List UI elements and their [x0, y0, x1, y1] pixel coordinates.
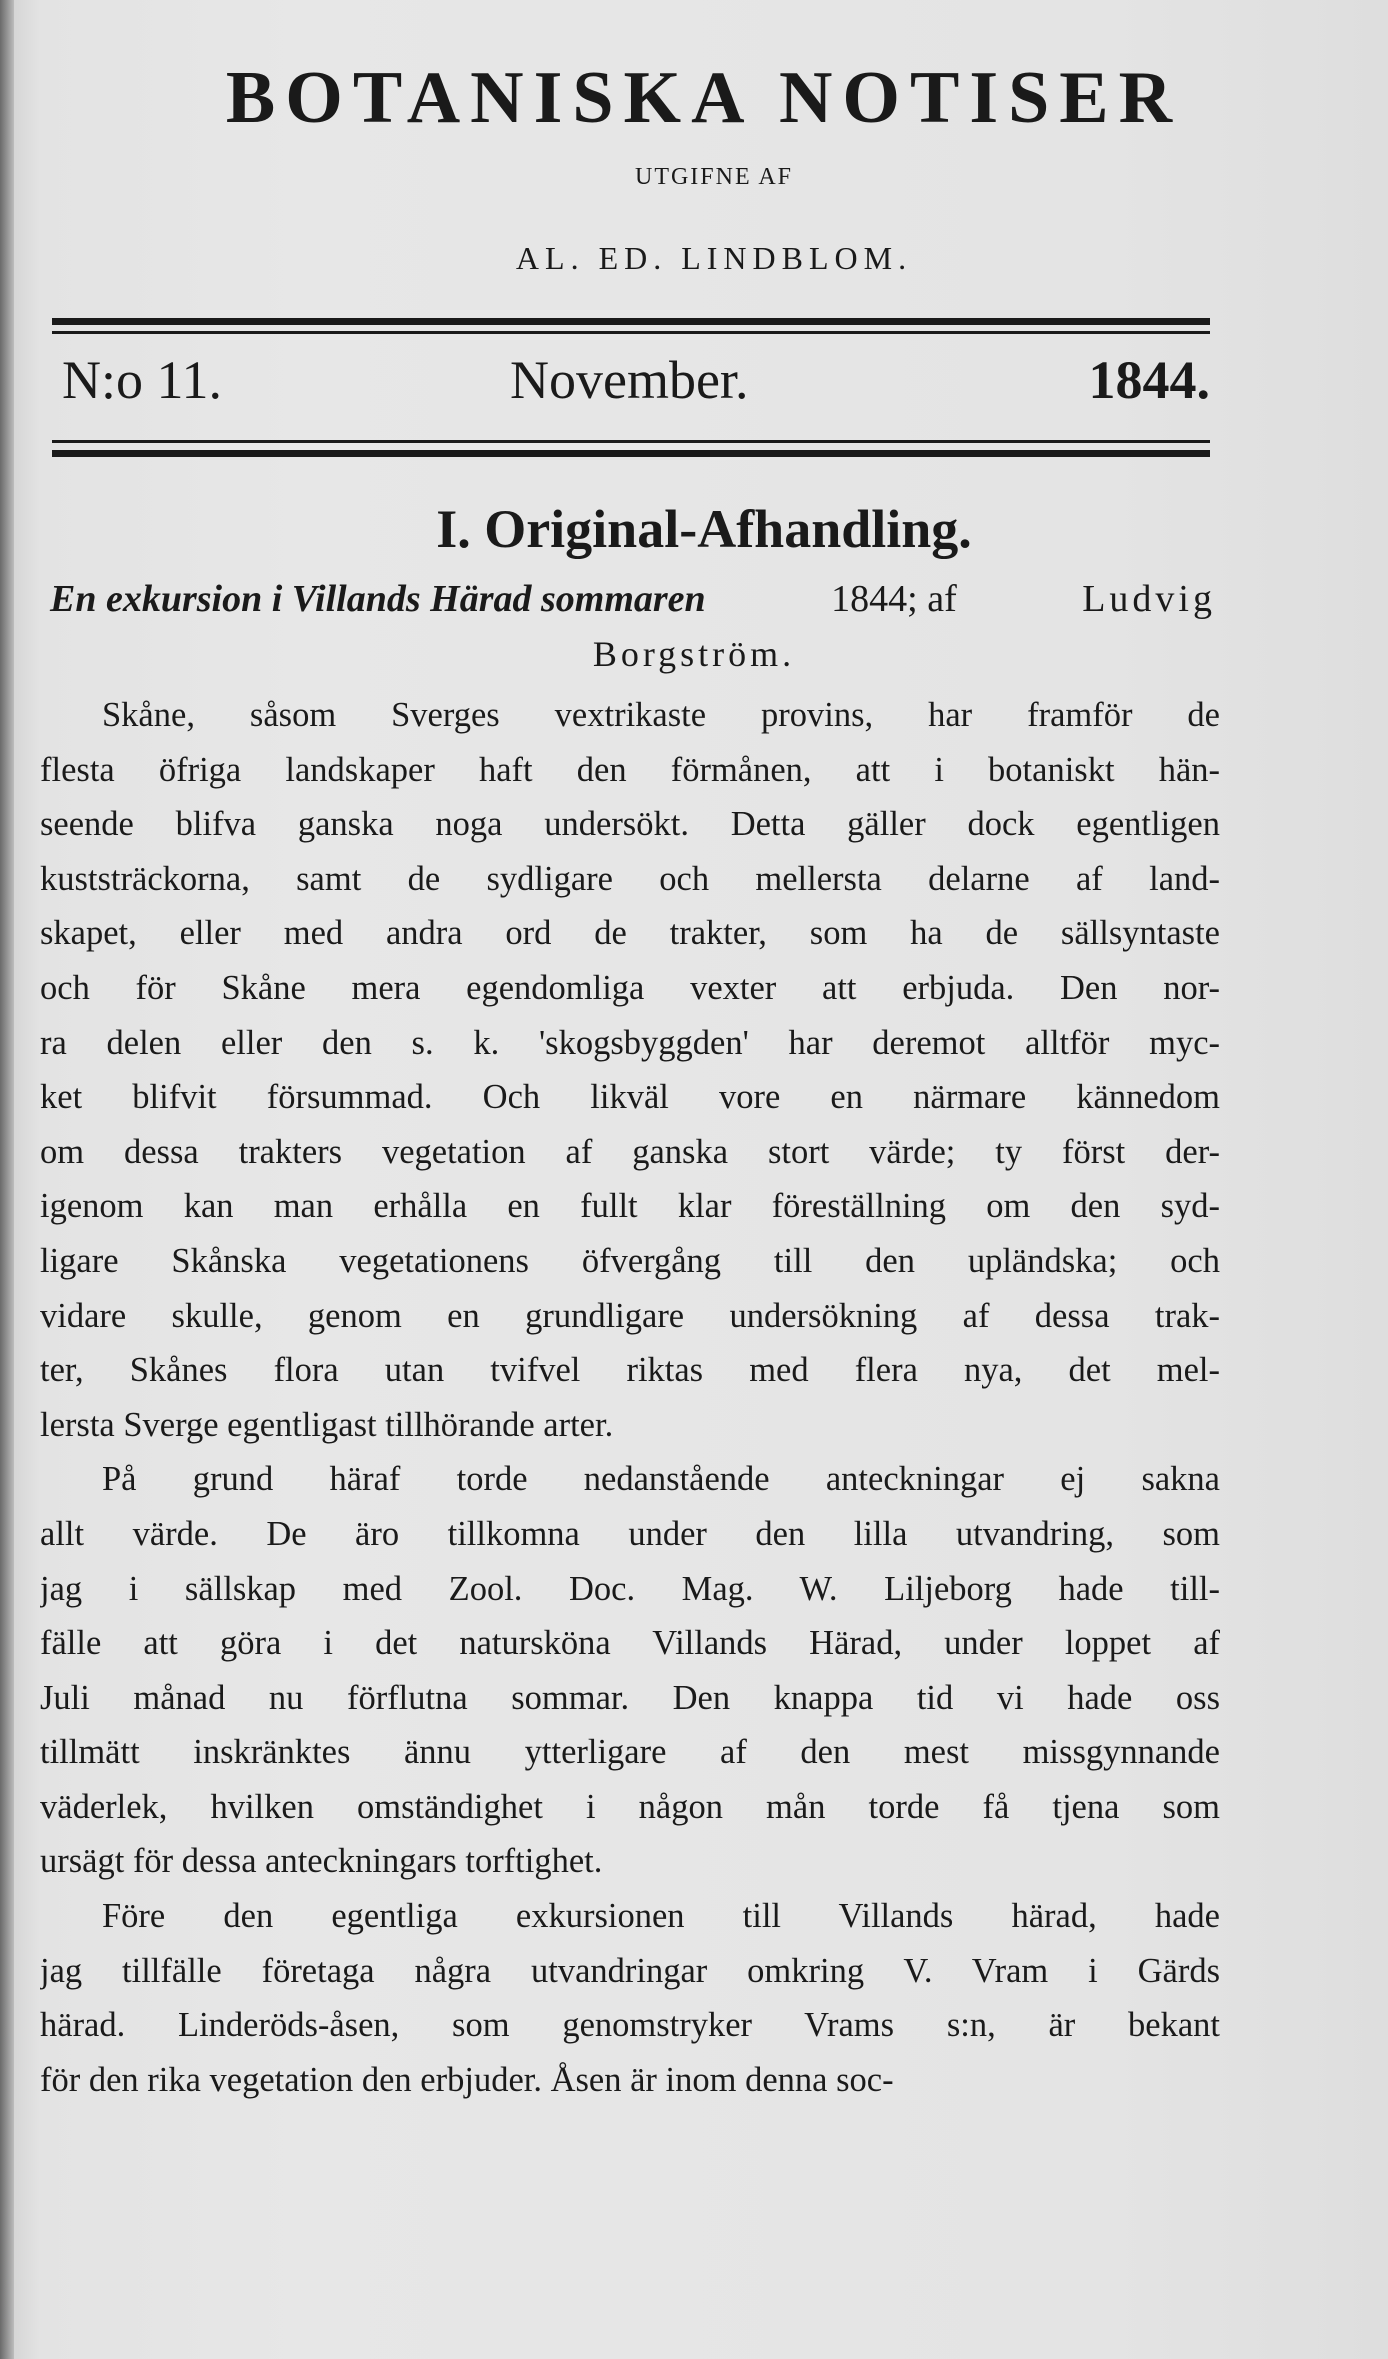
body-line: ter, Skånes flora utan tvifvel riktas med flera nya, det mel- [40, 1351, 1220, 1390]
body-line: väderlek, hvilken omständighet i någon mån torde få tjena som [40, 1787, 1220, 1826]
body-line: och för Skåne mera egendomliga vexter att erbjuda. Den nor- [40, 968, 1220, 1007]
body-line: flesta öfriga landskaper haft den förmånen, att i botaniskt hän- [40, 750, 1220, 789]
body-line: ra delen eller den s. k. 'skogsbyggden' har deremot alltför myc- [40, 1023, 1220, 1062]
body-line: kuststräckorna, samt de sydligare och mellersta delarne af land- [40, 859, 1220, 898]
body-line: ligare Skånska vegetationens öfvergång till den upländska; och [40, 1241, 1220, 1280]
body-line: jag i sällskap med Zool. Doc. Mag. W. Liljeborg hade till- [40, 1569, 1220, 1608]
issue-line [62, 350, 1210, 410]
body-line: igenom kan man erhålla en fullt klar föreställning om den syd- [40, 1187, 1220, 1226]
section-heading: I. Original-Afhandling. [436, 499, 972, 559]
body-line: På grund häraf torde nedanstående anteckningar ej sakna [102, 1460, 1220, 1499]
article-author-last: Borgström. [592, 634, 796, 674]
body-line: allt värde. De äro tillkomna under den lilla utvandring, som [40, 1514, 1220, 1553]
body-paragraph [40, 1889, 1220, 2107]
issue-month: November. [510, 350, 749, 410]
journal-title: BOTANISKA NOTISER [225, 57, 1183, 139]
binding-gutter-shadow [0, 0, 14, 2359]
body-line: vidare skulle, genom en grundligare undersökning af dessa trak- [40, 1296, 1220, 1335]
body-line: seende blifva ganska noga undersökt. Detta gäller dock egentligen [40, 805, 1220, 844]
body-line: skapet, eller med andra ord de trakter, som ha de sällsyntaste [40, 914, 1220, 953]
body-line: ket blifvit försummad. Och likväl vore en närmare kännedom [40, 1078, 1220, 1117]
issue-number: N:o 11. [62, 350, 222, 410]
article-body [40, 688, 1220, 2107]
body-line: ursägt för dessa anteckningars torftighet. [40, 1842, 603, 1881]
body-line: om dessa trakters vegetation af ganska stort värde; ty först der- [40, 1132, 1220, 1171]
article-title-year: 1844; af [831, 578, 957, 620]
body-line: fälle att göra i det natursköna Villands Härad, under loppet af [40, 1624, 1220, 1663]
body-line: tillmätt inskränktes ännu ytterligare af den mest missgynnande [40, 1733, 1220, 1772]
body-paragraph [40, 1452, 1220, 1889]
article-title-italic: En exkursion i Villands Härad sommaren [50, 578, 706, 620]
issue-year: 1844. [1088, 350, 1210, 410]
body-line: jag tillfälle företaga några utvandringar omkring V. Vram i Gärds [40, 1951, 1220, 1990]
body-line: Skåne, såsom Sverges vextrikaste provins, har framför de [102, 696, 1220, 734]
body-line: Före den egentliga exkursionen till Villands härad, hade [102, 1897, 1220, 1936]
body-line: lersta Sverge egentligast tillhörande arter. [40, 1405, 614, 1444]
top-rule-thick [52, 318, 1210, 325]
bottom-rule-thin [52, 440, 1210, 443]
journal-subtitle: UTGIFNE AF [634, 164, 793, 190]
top-rule-thin [52, 331, 1210, 334]
journal-editor: AL. ED. LINDBLOM. [515, 240, 913, 276]
body-paragraph [40, 688, 1220, 1452]
body-line: Juli månad nu förflutna sommar. Den knappa tid vi hade oss [40, 1678, 1220, 1717]
body-line: för den rika vegetation den erbjuder. Åsen är inom denna soc- [40, 2060, 894, 2099]
article-title [50, 576, 1216, 622]
article-author-first: Ludvig [1082, 578, 1216, 620]
body-line: härad. Linderöds-åsen, som genomstryker Vrams s:n, är bekant [40, 2006, 1220, 2045]
bottom-rule-thick [52, 450, 1210, 457]
